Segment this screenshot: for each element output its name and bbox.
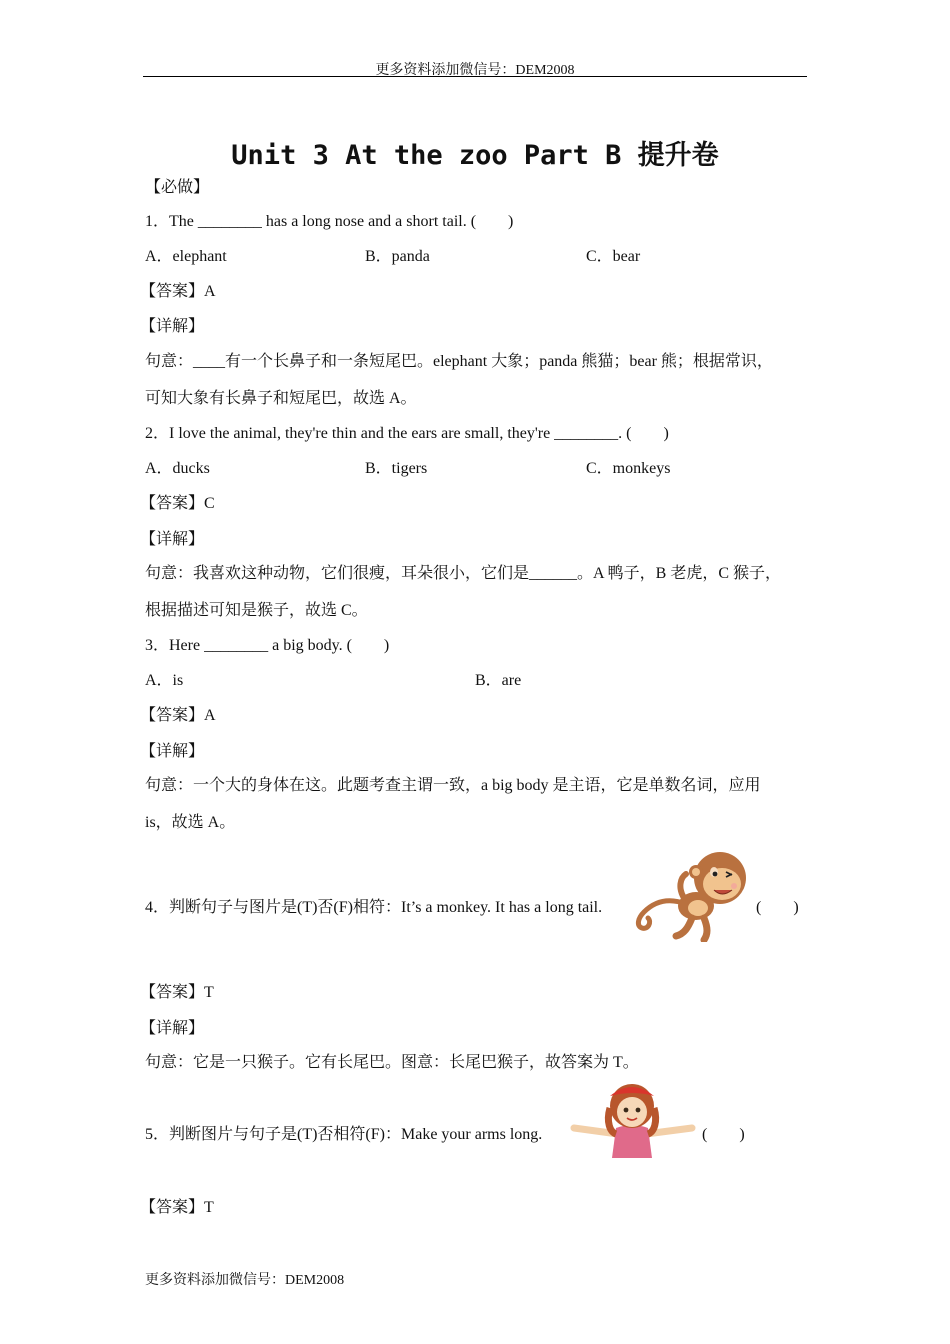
girl-arms-out-illustration xyxy=(566,1082,698,1158)
q5-answer: 【答案】T xyxy=(140,1199,214,1216)
q2-option-a: A．ducks xyxy=(145,460,210,477)
q3-explanation-2: is，故选 A。 xyxy=(145,814,236,831)
q2-explanation-2: 根据描述可知是猴子，故选 C。 xyxy=(145,602,368,619)
q1-detail-label: 【详解】 xyxy=(140,318,205,335)
q2-option-b: B．tigers xyxy=(365,460,428,477)
q3-stem: 3．Here ________ a big body. ( ) xyxy=(145,637,390,654)
q1-stem: 1．The ________ has a long nose and a short tail. ( ) xyxy=(145,213,514,230)
q3-option-b: B．are xyxy=(475,672,522,689)
q1-explanation-2: 可知大象有长鼻子和短尾巴，故选 A。 xyxy=(145,390,417,407)
q1-option-b: B．panda xyxy=(365,248,430,265)
q3-detail-label: 【详解】 xyxy=(140,743,205,760)
monkey-illustration xyxy=(634,848,756,942)
q4-answer: 【答案】T xyxy=(140,984,214,1001)
q4-answer-paren: ( ) xyxy=(756,899,799,916)
q2-option-c: C．monkeys xyxy=(586,460,671,477)
section-label: 【必做】 xyxy=(145,179,210,196)
q2-stem: 2．I love the animal, they're thin and the ears are small, they're ________. ( ) xyxy=(145,425,669,442)
q5-stem: 5．判断图片与句子是(T)否相符(F)：Make your arms long. xyxy=(145,1126,543,1143)
q2-explanation-1: 句意：我喜欢这种动物，它们很瘦，耳朵很小，它们是______。A 鸭子，B 老虎，C 猴子， xyxy=(145,565,782,582)
q4-explanation-1: 句意：它是一只猴子。它有长尾巴。图意：长尾巴猴子，故答案为 T。 xyxy=(145,1054,639,1071)
page-title: Unit 3 At the zoo Part B 提升卷 xyxy=(231,140,719,171)
page-header: 更多资料添加微信号：DEM2008 xyxy=(375,63,575,78)
q3-explanation-1: 句意：一个大的身体在这。此题考查主谓一致，a big body 是主语，它是单数名词，应用 xyxy=(145,777,761,794)
q3-option-a: A．is xyxy=(145,672,184,689)
header-rule xyxy=(143,76,807,77)
q2-detail-label: 【详解】 xyxy=(140,531,205,548)
q2-answer: 【答案】C xyxy=(140,495,215,512)
q1-option-c: C．bear xyxy=(586,248,641,265)
q4-stem: 4．判断句子与图片是(T)否(F)相符：It’s a monkey. It has a long tail. xyxy=(145,899,603,916)
page-footer: 更多资料添加微信号：DEM2008 xyxy=(145,1273,345,1288)
q1-option-a: A．elephant xyxy=(145,248,227,265)
q1-explanation-1: 句意：____有一个长鼻子和一条短尾巴。elephant 大象；panda 熊猫；bear 熊；根据常识， xyxy=(145,353,773,370)
q3-answer: 【答案】A xyxy=(140,707,216,724)
q1-answer: 【答案】A xyxy=(140,283,216,300)
q5-answer-paren: ( ) xyxy=(702,1126,745,1143)
q4-detail-label: 【详解】 xyxy=(140,1020,205,1037)
